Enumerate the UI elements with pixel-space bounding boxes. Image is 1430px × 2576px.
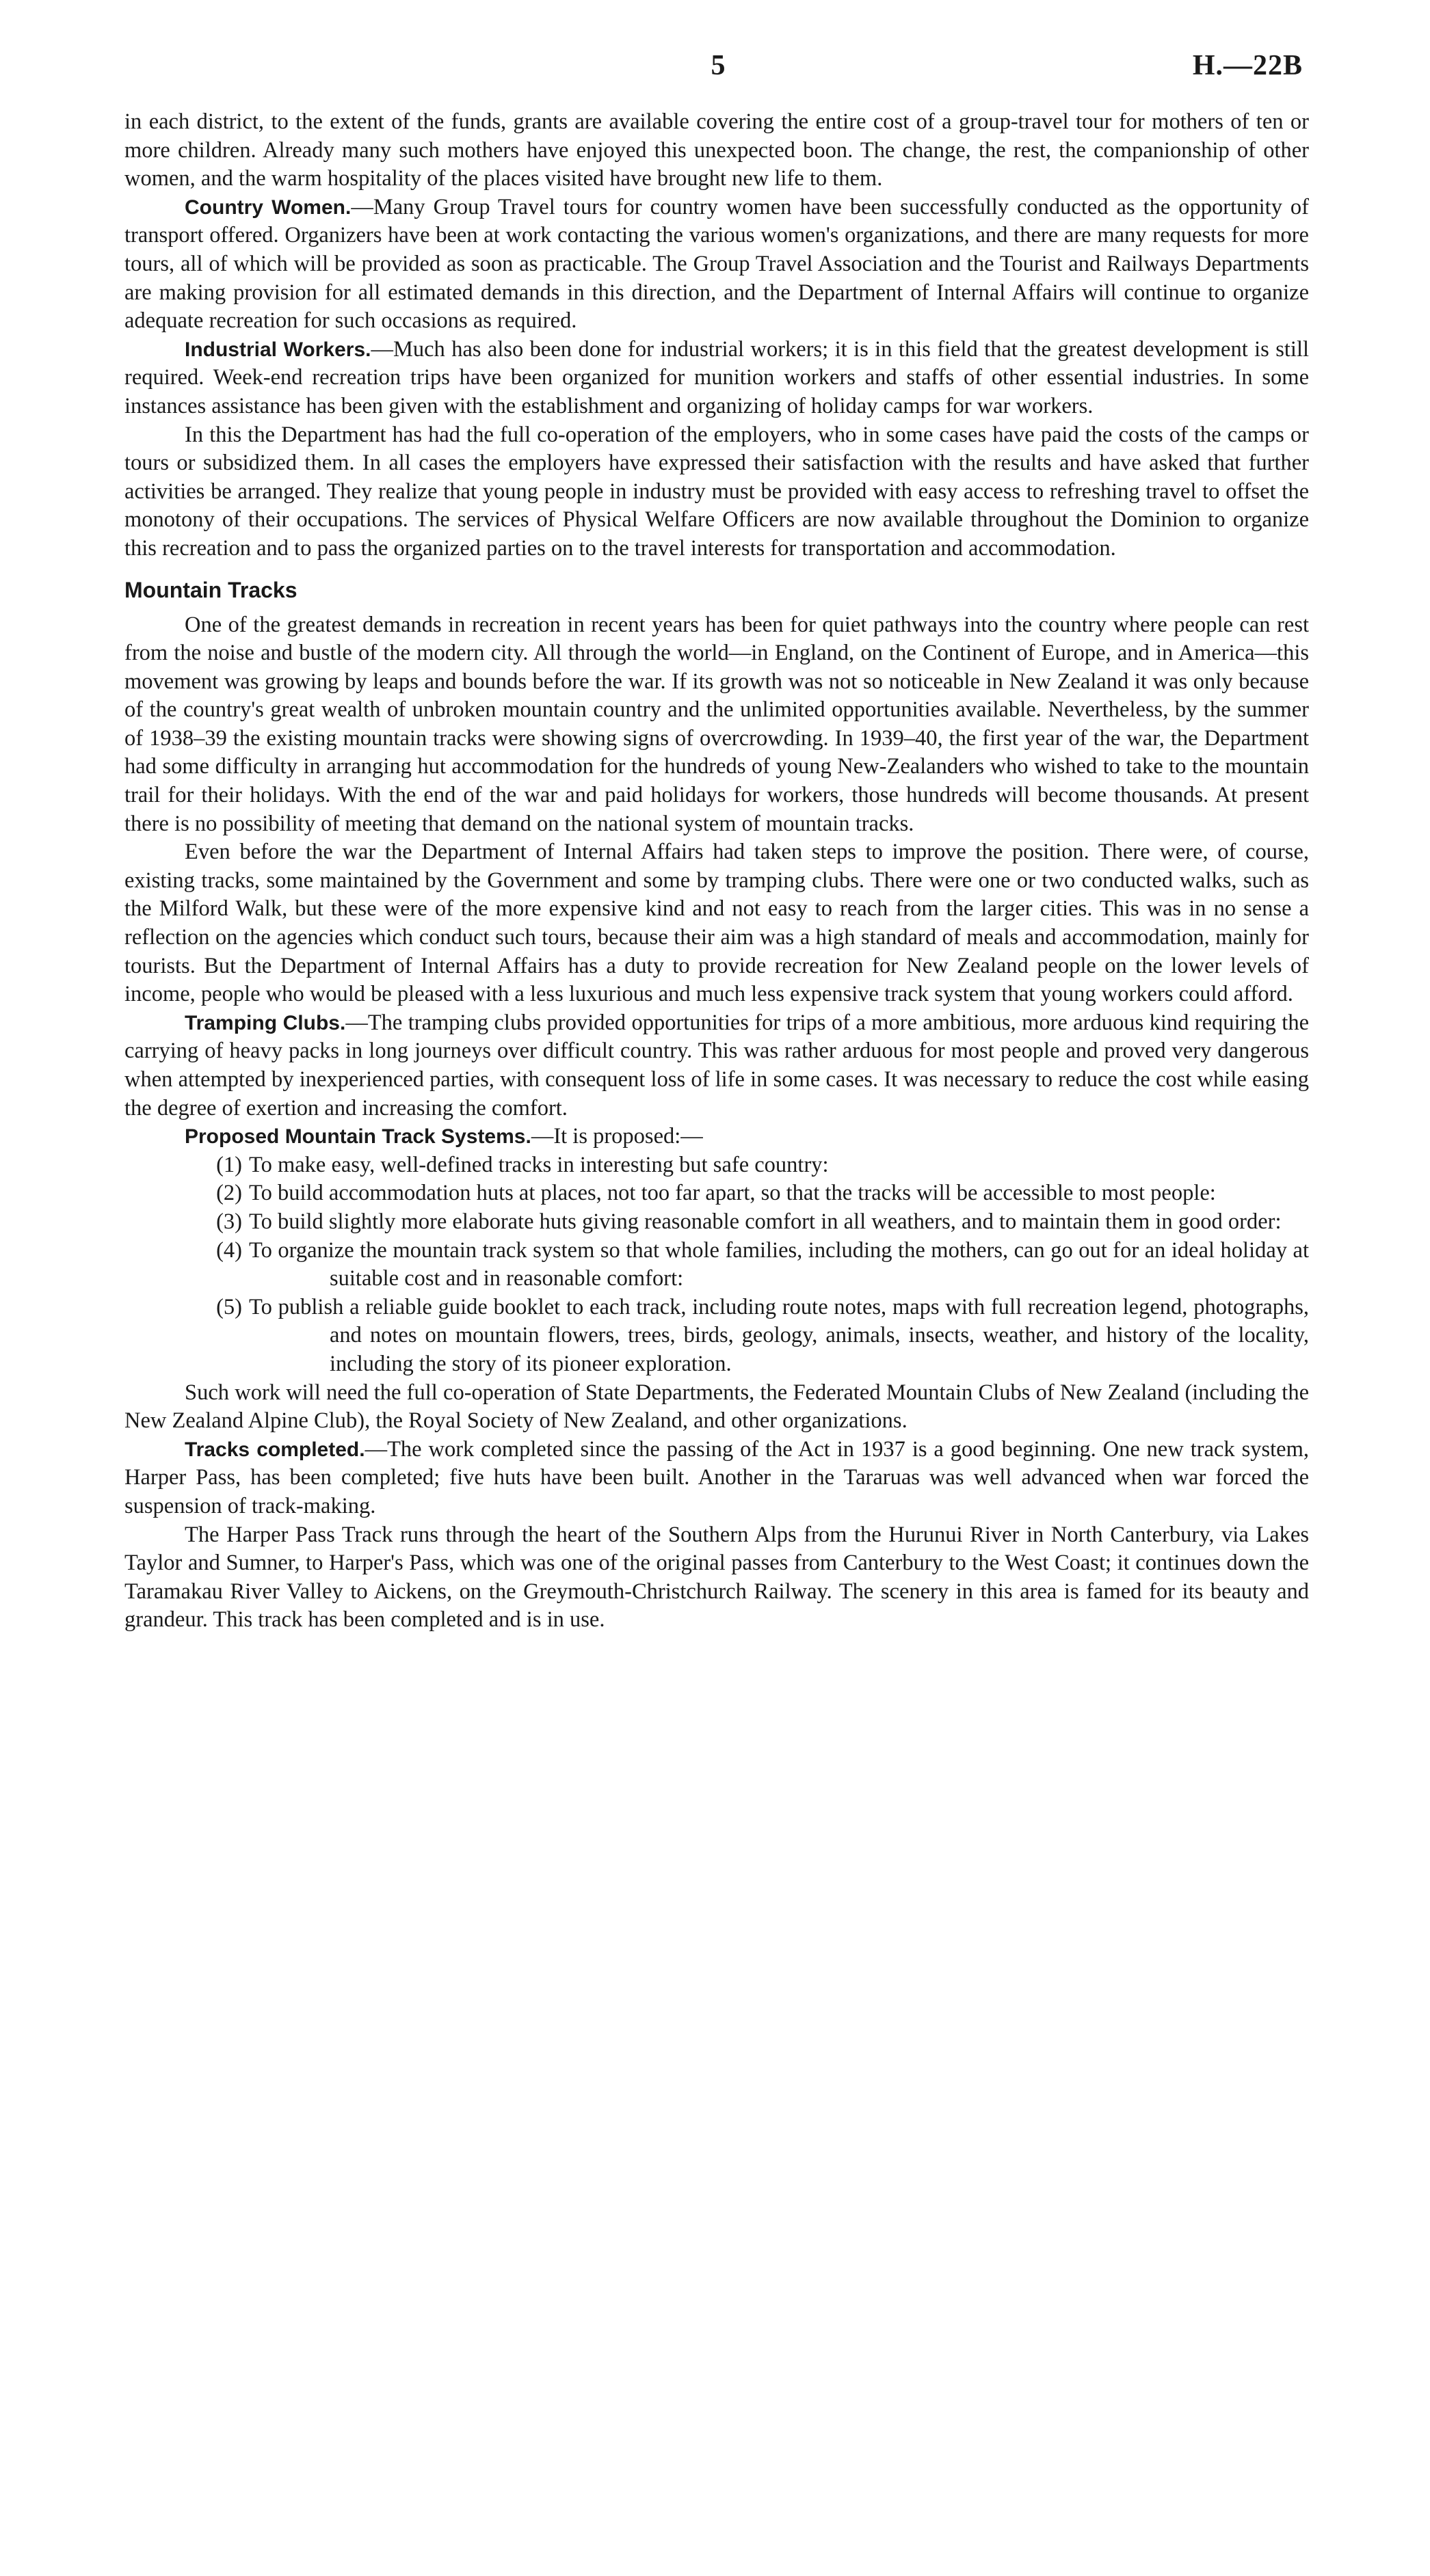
paragraph [124,1123,1309,1151]
list-item-number: (1) [216,1152,242,1177]
paragraph [124,1521,1309,1635]
paragraph [124,1379,1309,1436]
paragraph-text: The Harper Pass Track runs through the heart of the Southern Alps from the Hurunui River in North Canterbury, via Lakes Taylor and Sumner, to Harper's Pass, which was one of the original passes from Canterbury to the West Coast; it continues down the Taramakau River Valley to Aickens, on the Greymouth-Christchurch Railway. The scenery in this area is famed for its beauty and grandeur. This track has been completed and is in use. [124,1522,1309,1633]
paragraph-text: in each district, to the extent of the funds, grants are available covering the entire cost of a group-travel tour for mothers of ten or more children. Already many such mothers have enjoyed this unexpected boon. The change, the rest, the companionship of other women, and the warm hospitality of the places visited have brought new life to them. [124,109,1309,191]
paragraph [124,1009,1309,1123]
list-item [124,1208,1309,1237]
section-heading: Mountain Tracks [124,577,297,602]
run-in-heading: Tracks completed. [185,1438,365,1461]
paragraph [124,421,1309,563]
paragraph-text: One of the greatest demands in recreation in recent years has been for quiet pathways into the country where people can rest from the noise and bustle of the modern city. All through the world—in England, on the Continent of Europe, and in America—this movement was growing by leaps and bounds before the war. If its growth was not so noticeable in New Zealand it was only because of the country's great wealth of unbroken mountain country and the unlimited opportunities available. Nevertheless, by the summer of 1938–39 the existing mountain tracks were showing signs of overcrowding. In 1939–40, the first year of the war, the Department had some difficulty in arranging hut accommodation for the hundreds of young New-Zealanders who wished to take to the mountain trail for their holidays. With the end of the war and paid holidays for workers, those hundreds will become thousands. At present there is no possibility of meeting that demand on the national system of mountain tracks. [124,612,1309,836]
paragraph-text: —Much has also been done for industrial workers; it is in this field that the greatest development is still required. Week-end recreation trips have been organized for munition workers and staffs of other essential industries. In some instances assistance has been given with the establishment and organizing of holiday camps for war workers. [124,336,1309,418]
paragraph [124,336,1309,421]
proposal-list [124,1151,1309,1379]
paragraph-text: In this the Department has had the full co-operation of the employers, who in some cases have paid the costs of the camps or tours or subsidized them. In all cases the employers have expressed their satisfaction with the results and have asked that further activities be arranged. They realize that young people in industry must be provided with easy access to refreshing travel to offset the monotony of their occupations. The services of Physical Welfare Officers are now available throughout the Dominion to organize this recreation and to pass the organized parties on to the travel interests for transportation and accommodation. [124,422,1309,561]
paragraph [124,838,1309,1009]
paragraph-text: Even before the war the Department of Internal Affairs had taken steps to improve the position. There were, of course, existing tracks, some maintained by the Government and some by tramping clubs. There were one or two conducted walks, such as the Milford Walk, but these were of the more expensive kind and not easy to reach from the larger cities. This was in no sense a reflection on the agencies which conduct such tours, because their aim was a high standard of meals and accommodation, mainly for tourists. But the Department of Internal Affairs has a duty to provide recreation for New Zealand people on the lower levels of income, people who would be pleased with a less luxurious and much less expensive track system that young workers could afford. [124,840,1309,1007]
run-in-heading: Industrial Workers. [185,338,371,361]
paragraph-text: Such work will need the full co-operation of State Departments, the Federated Mountain Clubs of New Zealand (including the New Zealand Alpine Club), the Royal Society of New Zealand, and other organizations. [124,1380,1309,1434]
paragraph-text: —The work completed since the passing of the Act in 1937 is a good beginning. One new track system, Harper Pass, has been completed; five huts have been built. Another in the Tararuas was well advanced when war forced the suspension of track-making. [124,1436,1309,1518]
paragraph-text: —It is proposed:— [531,1124,703,1149]
run-in-heading: Tramping Clubs. [185,1011,346,1034]
list-item-text: To build slightly more elaborate huts giving reasonable comfort in all weathers, and to maintain them in good order: [249,1209,1282,1234]
paragraph [124,193,1309,336]
run-in-heading: Country Women. [185,196,352,219]
list-item-number: (3) [216,1209,242,1234]
list-item [124,1293,1309,1379]
paragraph [124,108,1309,193]
list-item-number: (4) [216,1237,242,1263]
document-body [124,108,1309,1635]
list-item-text: To build accommodation huts at places, not too far apart, so that the tracks will be accessible to most people: [249,1181,1216,1206]
document-reference: H.—22B [1192,50,1303,81]
list-item-text: To organize the mountain track system so that whole families, including the mothers, can go out for an ideal holiday at suitable cost and in reasonable comfort: [249,1237,1309,1291]
list-item-number: (2) [216,1181,242,1206]
list-item [124,1179,1309,1208]
paragraph-text: —Many Group Travel tours for country women have been successfully conducted as the opportunity of transport offered. Organizers have been at work contacting the various women's organizations, and there are many requests for more tours, all of which will be provided as soon as practicable. The Group Travel Association and the Tourist and Railways Departments are making provision for all estimated demands in this direction, and the Department of Internal Affairs will continue to organize adequate recreation for such occasions as required. [124,194,1309,334]
run-in-heading: Proposed Mountain Track Systems. [185,1125,531,1149]
list-item [124,1237,1309,1293]
list-item [124,1151,1309,1180]
paragraph [124,1436,1309,1521]
paragraph-text: —The tramping clubs provided opportunities for trips of a more ambitious, more arduous kind requiring the carrying of heavy packs in long journeys over difficult country. This was rather arduous for most people and proved very dangerous when attempted by inexperienced parties, with consequent loss of life in some cases. It was necessary to reduce the cost while easing the degree of exertion and increasing the comfort. [124,1010,1309,1121]
list-item-text: To publish a reliable guide booklet to each track, including route notes, maps with full recreation legend, photographs, and notes on mountain flowers, trees, birds, geology, animals, insects, weather, and history of the locality, including the story of its pioneer exploration. [249,1294,1309,1376]
page-number: 5 [711,50,726,81]
list-item-number: (5) [216,1294,242,1319]
paragraph [124,611,1309,839]
list-item-text: To make easy, well-defined tracks in interesting but safe country: [249,1152,829,1177]
